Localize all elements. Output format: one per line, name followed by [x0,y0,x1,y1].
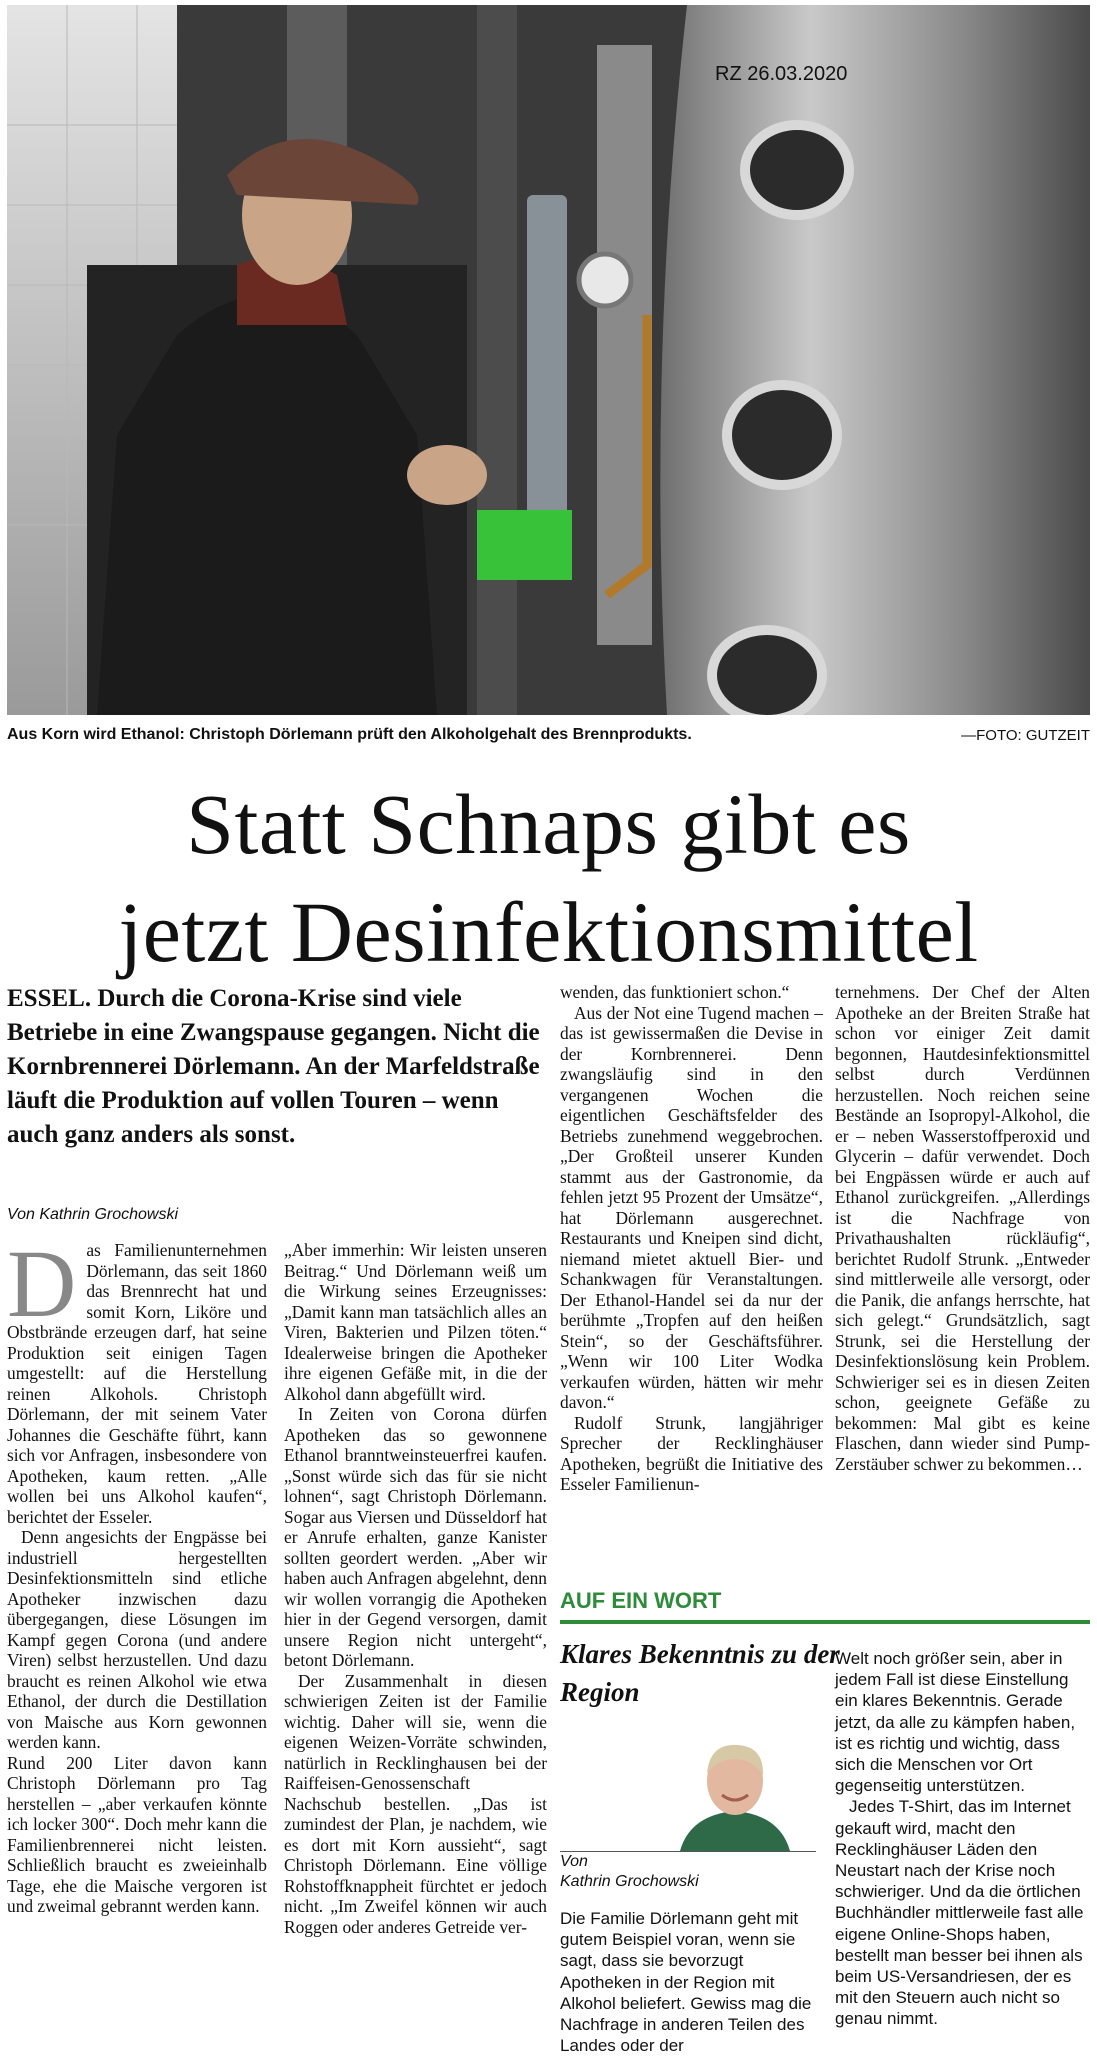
comment-paragraph: Welt noch größer sein, aber in jedem Fall ist diese Einstellung ein klares Bekenntnis. Gerade jetzt, da alle zu kämpfen haben, ist es richtig und wichtig, dass sich die Menschen vor Ort gegenseitig unterstützen. [835,1649,1076,1796]
article-paragraph: wenden, das funktioniert schon.“ [560,982,790,1002]
article-paragraph: Rudolf Strunk, langjähriger Sprecher der Recklinghäuser Apotheken, begrüßt die Initiative des Esseler Familienun- [560,1412,823,1494]
comment-divider [560,1620,1090,1624]
date-stamp: RZ 26.03.2020 [715,63,848,85]
article-column-4 [835,982,1090,1474]
article-paragraph: Rund 200 Liter davon kann Christoph Dörlemann pro Tag herstellen – „aber verkaufen könnte ich locker 300“. Doch mehr kann die Familienbrennerei nicht leisten. Schließlich braucht es zweieinhalb Tage, ehe die Maische vergoren ist und zweimal gebrannt werden kann. [7,1752,267,1916]
comment-text-column-1 [560,1908,822,2056]
byline: Von Kathrin Grochowski [7,1206,179,1223]
headline [0,770,1097,986]
comment-text-column-2 [835,1648,1090,2030]
comment-title: Klares Bekenntnis zu der Region [560,1639,840,1707]
article-column-2 [284,1240,547,1937]
comment-paragraph: Jedes T-Shirt, das im Internet gekauft wird, macht den Recklinghäuser Läden den Neustart nach der Krise noch schwieriger. Und da die örtlichen Buchhändler mittlerweile fast alle eigene Online-Shops haben, bestellt man besser bei ihnen als beim US-Versandriesen, der es mit den Steuern auch nicht so genau nimmt. [835,1797,1084,2029]
byline-rule [560,1851,816,1852]
article-paragraph: ternehmens. Der Chef der Alten Apotheke an der Breiten Straße hat schon vor einiger Zeit damit begonnen, Hautdesinfektionsmittel selbst durch Verdünnen herzustellen. Noch reichen seine Bestände an Isopropyl-Alkohol, die er – neben Wasserstoffperoxid und Glycerin – dafür verwendet. Doch bei Engpässen würde er auch auf Ethanol zurückgreifen. „Allerdings ist die Nachfrage von Privathaushalten rückläufig“, berichtet Rudolf Strunk. „Entweder sind mittlerweile alle versorgt, oder die Panik, die anfangs herrschte, hat sich gelegt.“ Grundsätzlich, sagt Strunk, sei die Herstellung der Desinfektionslösung kein Problem. Schwieriger sei es in diesen Zeiten schon, geeignete Gefäße zu bekommen: Mal gibt es keine Flaschen, dann wieder sind Pump-Zerstäuber schwer zu bekommen… [835,982,1090,1474]
author-portrait-illustration [660,1733,810,1851]
drop-cap: D [7,1230,77,1337]
article-paragraph: Denn angesichts der Engpässe bei industriell hergestellten Desinfektionsmitteln sind etliche Apotheker inzwischen dazu übergegangen, diese Lösungen im Kampf gegen Corona (und andere Viren) selbst herzustellen. Und dazu braucht es reinen Alkohol wie etwa Ethanol, der durch die Destillation von Maische aus Korn gewonnen werden kann. [7,1527,267,1752]
comment-section-label: AUF EIN WORT [560,1588,722,1613]
headline-line-2: jetzt Desinfektionsmittel [118,884,979,980]
distillery-photo-illustration [7,5,1090,715]
article-column-3 [560,982,823,1495]
article-column-1 [7,1230,267,1917]
comment-byline-author: Kathrin Grochowski [560,1873,699,1890]
author-portrait [660,1733,810,1851]
article-paragraph: In Zeiten von Corona dürfen Apotheken das so gewonnene Ethanol branntweinsteuerfrei kaufen. „Sonst würde sich das für sie nicht lohnen“, sagt Christoph Dörlemann. Sogar aus Viersen und Düsseldorf hat er Anrufe erhalten, ganze Kanister sollten geordert werden. „Aber wir haben auch Anfragen abgelehnt, denn wir wollen vorrangig die Apotheken hier in der Gegend versorgen, damit unsere Region nicht untergeht“, betont Dörlemann. [284,1404,547,1670]
headline-line-1: Statt Schnaps gibt es [186,776,911,872]
article-paragraph: „Aber immerhin: Wir leisten unseren Beitrag.“ Und Dörlemann weiß um die Wirkung seines Erzeugnisses: „Damit kann man tatsächlich alles an Viren, Bakterien und Pilzen töten.“ Idealerweise bringen die Apotheker ihre eigenen Gefäße mit, in die der Alkohol dann abgefüllt wird. [284,1240,547,1404]
article-paragraph: as Familienunternehmen Dörlemann, das seit 1860 das Brennrecht hat und somit Korn, Liköre und Obstbrände erzeugen darf, hat seine Produktion seit einigen Tagen umgestellt: auf die Herstellung reinen Alkohols. Christoph Dörlemann, der mit seinem Vater Johannes die Geschäfte führt, kann sich vor Anfragen, insbesondere von Apotheken, kaum retten. „Alle wollen bei uns Alkohol kaufen“, berichtet der Esseler. [7,1240,267,1527]
photo-caption: Aus Korn wird Ethanol: Christoph Dörlemann prüft den Alkoholgehalt des Brennprodukts. [7,726,692,743]
comment-byline-prefix: Von [560,1853,588,1870]
article-paragraph: Aus der Not eine Tugend machen – das ist gewissermaßen die Devise in der Kornbrennerei. Denn zwangsläufig sind in den vergangenen Wochen die eigentlichen Geschäftsfelder des Betriebs zunehmend weggebrochen. „Der Großteil unserer Kunden stammt aus der Gastronomie, da fehlen jetzt 95 Prozent der Umsätze“, hat Dörlemann ausgerechnet. Restaurants und Kneipen sind dicht, niemand mietet aktuell Bier- und Schankwagen für Veranstaltungen. Der Ethanol-Handel sei da nur der berühmte „Tropfen auf den heißen Stein“, so der Geschäftsführer. „Wenn wir 100 Liter Wodka verkaufen würden, hätten wir mehr davon.“ [560,1002,823,1412]
photo-credit: —FOTO: GUTZEIT [961,727,1090,744]
article-photo [7,5,1090,715]
comment-paragraph: Die Familie Dörlemann geht mit gutem Beispiel voran, wenn sie sagt, dass sie bevorzugt Apotheken in der Region mit Alkohol beliefert. Gewiss mag die Nachfrage in anderen Teilen des Landes oder der [560,1909,812,2056]
lead-paragraph: ESSEL. Durch die Corona-Krise sind viele Betriebe in eine Zwangspause gegangen. Nicht die Kornbrennerei Dörlemann. An der Marfeldstraße läuft die Produktion auf vollen Touren – wenn auch ganz anders als sonst. [7,985,540,1148]
article-paragraph: Der Zusammenhalt in diesen schwierigen Zeiten ist der Familie wichtig. Daher will sie, wenn die eigenen Weizen-Vorräte schwinden, natürlich in Recklinghausen bei der Raiffeisen-Genossenschaft Nachschub bestellen. „Das ist zumindest der Plan, je nachdem, wie es dort mit Korn aussieht“, sagt Christoph Dörlemann. Eine völlige Rohstoffknappheit fürchtet er jedoch nicht. „Im Zweifel können wir auch Roggen oder anderes Getreide ver- [284,1670,547,1937]
